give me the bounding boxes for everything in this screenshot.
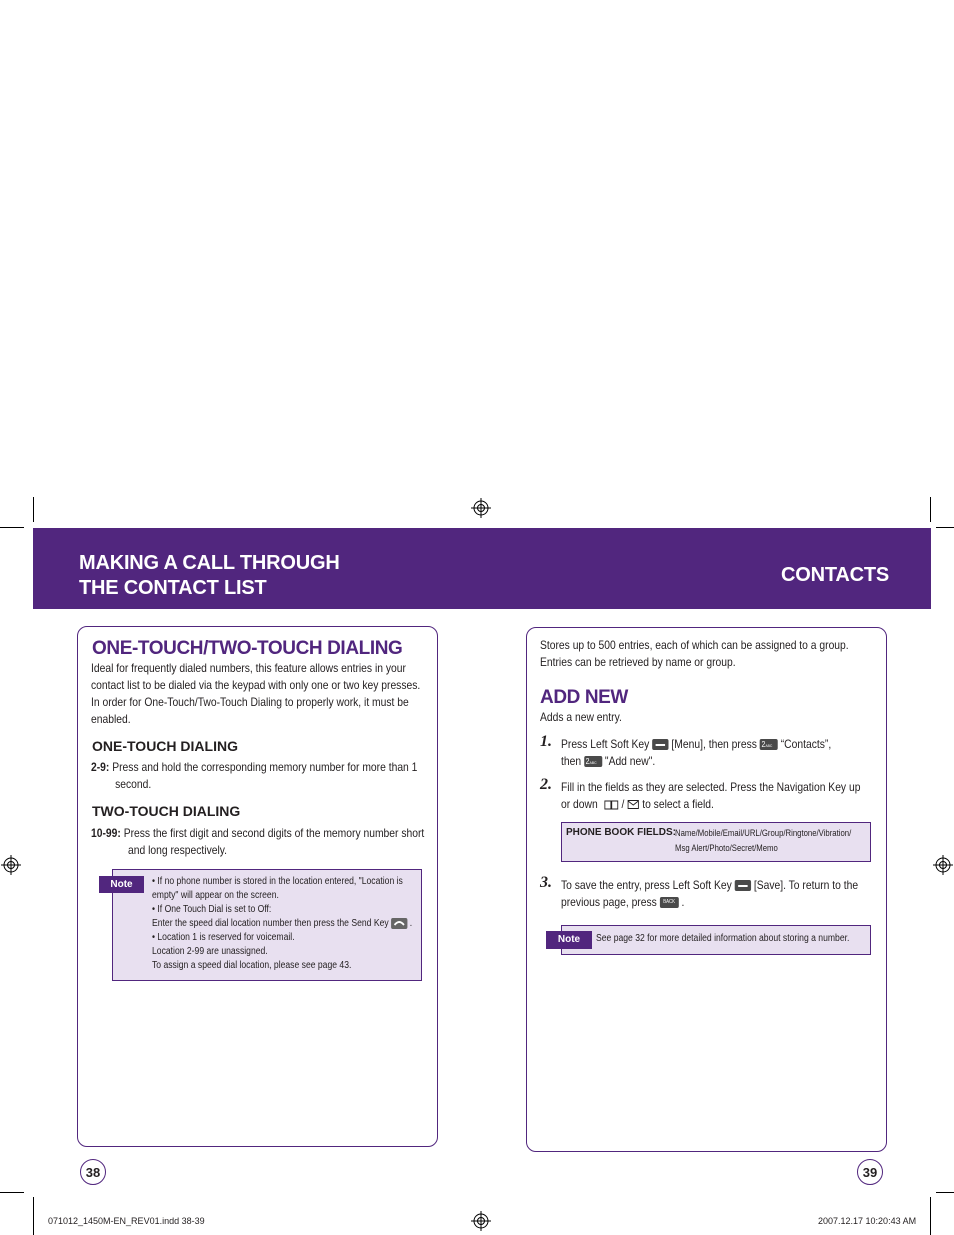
fields-line: Msg Alert/Photo/Secret/Memo xyxy=(675,843,778,853)
note-line: See page 32 for more detailed information about storing a number. xyxy=(596,933,850,944)
subheading-two-touch: TWO-TOUCH DIALING xyxy=(92,803,241,819)
crop-mark xyxy=(33,1197,34,1235)
description-text: second. xyxy=(115,777,152,791)
description-text: Press and hold the corresponding memory number for more than 1 xyxy=(112,760,418,774)
page-title-left xyxy=(79,551,340,601)
crop-mark xyxy=(0,527,24,528)
section-title: ADD NEW xyxy=(540,687,628,708)
crop-mark xyxy=(936,1192,954,1193)
key-digit: 2 xyxy=(761,740,766,750)
note-line: Enter the speed dial location number then press the Send Key xyxy=(152,918,389,929)
step-2-text xyxy=(561,779,909,813)
intro-line: In order for One-Touch/Two-Touch Dialing to properly work, it must be xyxy=(91,695,409,709)
step-text: to select a field. xyxy=(642,797,714,811)
step-text: Press Left Soft Key xyxy=(561,737,650,751)
key-digit: 2 xyxy=(585,757,590,767)
left-soft-key-icon xyxy=(735,880,751,891)
note-tag: Note xyxy=(546,931,592,949)
step-text: [Menu], then press xyxy=(671,737,757,751)
step-text: . xyxy=(681,895,685,909)
note-line: • Location 1 is reserved for voicemail. xyxy=(152,932,295,943)
step-number: 3. xyxy=(540,874,552,891)
left-soft-key-icon xyxy=(652,739,668,750)
note-text xyxy=(596,932,891,946)
range-label: 2-9: xyxy=(91,760,110,774)
crop-mark xyxy=(0,1192,24,1193)
step-1-text xyxy=(561,736,875,770)
key-letters: ABC xyxy=(765,743,773,749)
footer-timestamp: 2007.12.17 10:20:43 AM xyxy=(818,1216,917,1226)
step-text: To save the entry, press Left Soft Key xyxy=(561,878,732,892)
crop-mark xyxy=(33,497,34,522)
crop-mark xyxy=(930,1197,931,1235)
send-key-icon xyxy=(391,918,407,929)
fields-list xyxy=(675,826,880,841)
crop-mark xyxy=(936,527,954,528)
intro-line: contact list to be dialed via the keypad with only one or two key presses. xyxy=(91,678,421,692)
one-touch-description xyxy=(91,759,471,793)
subtitle-text: Adds a new entry. xyxy=(540,710,622,724)
intro-line: Ideal for frequently dialed numbers, this feature allows entries in your xyxy=(91,661,406,675)
subheading-one-touch: ONE-TOUCH DIALING xyxy=(92,738,238,754)
step-text: Fill in the fields as they are selected. Press the Navigation Key up xyxy=(561,780,861,794)
description-text: Press the first digit and second digits of the memory number short xyxy=(123,826,425,840)
contacts-intro xyxy=(540,637,899,671)
page-number: 38 xyxy=(80,1159,106,1185)
back-key-icon: BACK xyxy=(660,897,679,908)
intro-paragraph xyxy=(91,660,474,728)
page-number: 39 xyxy=(857,1159,883,1185)
note-line: To assign a speed dial location, please see page 43. xyxy=(152,960,352,971)
phone-handset-icon xyxy=(391,918,407,929)
note-tag: Note xyxy=(99,876,144,893)
registration-mark-icon xyxy=(471,1211,491,1231)
description-text: and long respectively. xyxy=(127,843,228,857)
note-line: Location 2-99 are unassigned. xyxy=(152,946,268,957)
step-3-text xyxy=(561,877,906,911)
page-title-line: THE CONTACT LIST xyxy=(79,577,267,599)
two-touch-description xyxy=(91,825,479,859)
step-text: [Save]. To return to the xyxy=(753,878,859,892)
key-2-icon xyxy=(760,739,778,750)
step-text: or down xyxy=(561,797,598,811)
separator: / xyxy=(621,797,625,811)
fields-line: Name/Mobile/Email/URL/Group/Ringtone/Vibration/ xyxy=(675,828,852,838)
note-line: • If no phone number is stored in the location entered, "Location is xyxy=(152,876,403,887)
key-letters: ABC xyxy=(589,760,597,766)
key-2-icon xyxy=(584,756,602,767)
registration-mark-icon xyxy=(471,498,491,518)
registration-mark-icon xyxy=(933,855,953,875)
section-title: ONE-TOUCH/TWO-TOUCH DIALING xyxy=(92,638,403,659)
page-title-right: CONTACTS xyxy=(781,564,890,586)
intro-line: enabled. xyxy=(91,712,131,726)
note-line: empty" will appear on the screen. xyxy=(152,890,279,901)
step-text: then xyxy=(561,754,582,768)
envelope-icon xyxy=(627,799,639,810)
intro-line: Entries can be retrieved by name or group. xyxy=(540,655,736,669)
step-number: 2. xyxy=(540,776,552,793)
footer-filename: 071012_1450M-EN_REV01.indd 38-39 xyxy=(48,1216,205,1226)
page-title-line: MAKING A CALL THROUGH xyxy=(79,552,340,574)
fields-label: PHONE BOOK FIELDS: xyxy=(566,827,677,838)
fields-list xyxy=(675,841,795,856)
step-text: "Add new". xyxy=(604,754,656,768)
contacts-book-icon xyxy=(604,799,619,810)
note-line: • If One Touch Dial is set to Off: xyxy=(152,904,272,915)
intro-line: Stores up to 500 entries, each of which can be assigned to a group. xyxy=(540,638,849,652)
step-text: “Contacts”, xyxy=(780,737,832,751)
registration-mark-icon xyxy=(1,855,21,875)
section-subtitle xyxy=(540,709,635,726)
step-number: 1. xyxy=(540,733,552,750)
range-label: 10-99: xyxy=(91,826,121,840)
note-text: • If no phone number is stored in the location entered, "Location is empty" will appear on the screen. • If One Touch Dial is set to Off: Enter the speed dial location number then press the Send Key . • Location 1 is reserved for voicemail. Location 2-99 are unassigned. To assign a speed dial location, please see page 43. xyxy=(152,876,413,971)
crop-mark xyxy=(930,497,931,522)
step-text: previous page, press xyxy=(561,895,657,909)
